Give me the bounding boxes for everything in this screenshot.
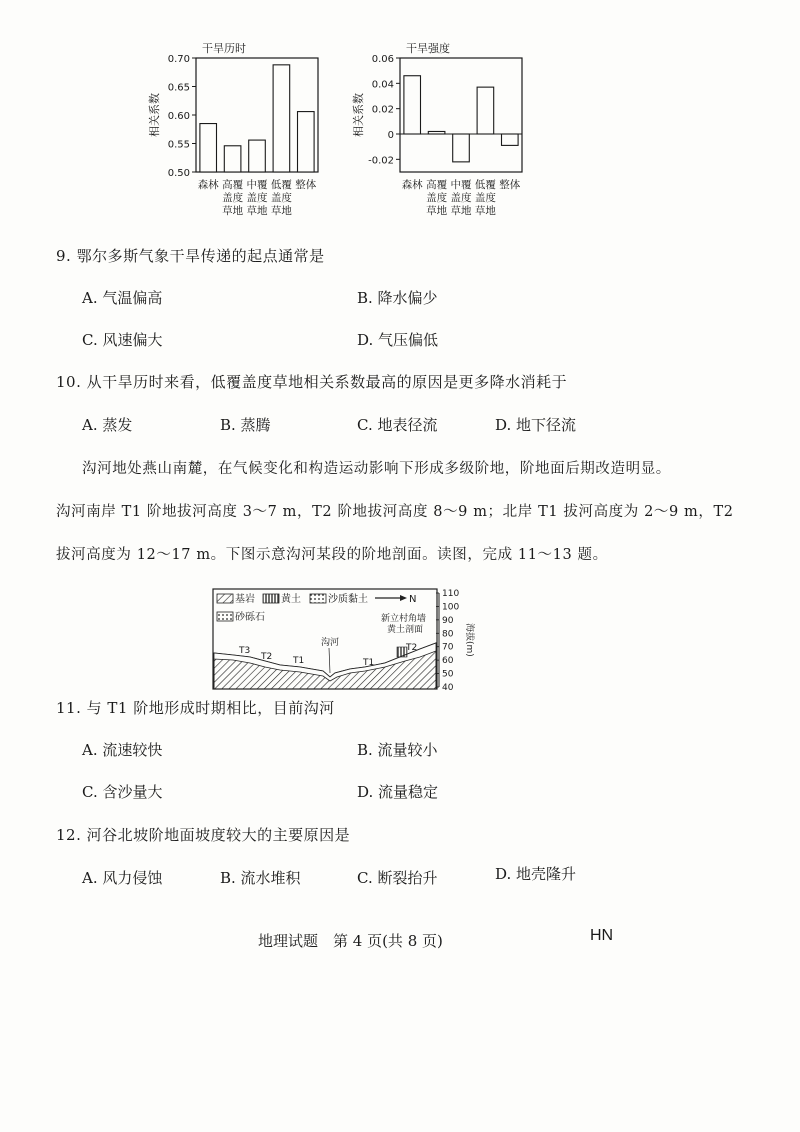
- question-12-option-a[interactable]: A. 风力侵蚀: [82, 869, 163, 887]
- intensity-ytick-label: 0.04: [371, 79, 394, 91]
- duration-bar: [200, 124, 217, 172]
- passage-line-2: 沟河南岸 T1 阶地拔河高度 3～7 m，T2 阶地拔河高度 8～9 m；北岸 T1 拔河高度为 2～9 m，T2: [56, 504, 734, 520]
- question-10-stem: 10. 从干旱历时来看，低覆盖度草地相关系数最高的原因是更多降水消耗于: [56, 373, 568, 391]
- paper-code: HN: [590, 927, 614, 944]
- duration-xtick-label: 整体: [295, 179, 317, 191]
- label-t1-left: T1: [293, 656, 305, 666]
- intensity-ytick-label: 0: [387, 130, 394, 141]
- intensity-xtick-label: 森林: [401, 179, 423, 191]
- intensity-bar: [453, 134, 470, 162]
- intensity-ytick-label: 0.02: [371, 104, 394, 116]
- label-river: 沟河: [321, 638, 340, 648]
- duration-xtick-label: 草地: [270, 205, 292, 217]
- intensity-xtick-label: 草地: [426, 205, 448, 217]
- label-t1-right: T1: [363, 658, 375, 668]
- duration-ytick-label: 0.70: [167, 54, 190, 65]
- question-11-option-d[interactable]: D. 流量稳定: [357, 783, 439, 801]
- label-t2-left: T2: [261, 652, 273, 662]
- duration-ytick-label: 0.50: [167, 168, 190, 179]
- intensity-bar: [477, 87, 494, 134]
- label-t3: T3: [239, 646, 251, 656]
- legend-bedrock-label: 基岩: [235, 594, 255, 605]
- question-12-option-b[interactable]: B. 流水堆积: [220, 869, 301, 887]
- question-10-option-d[interactable]: D. 地下径流: [495, 416, 577, 434]
- elevation-tick-label: 110: [442, 589, 460, 599]
- intensity-title: 干旱强度: [406, 42, 450, 55]
- elevation-tick-label: 80: [442, 629, 454, 640]
- question-9-stem: 9. 鄂尔多斯气象干旱传递的起点通常是: [56, 247, 325, 265]
- intensity-xtick-label: 高覆: [426, 179, 448, 191]
- intensity-xtick-label: 草地: [450, 205, 472, 217]
- question-11-option-a[interactable]: A. 流速较快: [82, 741, 163, 759]
- question-9-option-d[interactable]: D. 气压偏低: [357, 331, 439, 349]
- intensity-xtick-label: 低覆: [474, 179, 496, 191]
- question-11-option-b[interactable]: B. 流量较小: [357, 741, 438, 759]
- duration-xtick-label: 中覆: [246, 179, 268, 191]
- question-12-option-c[interactable]: C. 断裂抬升: [357, 869, 438, 887]
- question-9-option-c[interactable]: C. 风速偏大: [82, 331, 163, 349]
- elevation-tick-label: 70: [442, 642, 454, 653]
- intensity-bar: [502, 134, 519, 145]
- question-10-option-c[interactable]: C. 地表径流: [357, 416, 438, 434]
- passage-line-3: 拔河高度为 12～17 m。下图示意沟河某段的阶地剖面。读图，完成 11～13 题。: [56, 547, 608, 563]
- question-9-option-b[interactable]: B. 降水偏少: [357, 289, 438, 307]
- duration-bar: [249, 140, 266, 172]
- question-12-stem: 12. 河谷北坡阶地面坡度较大的主要原因是: [56, 826, 351, 844]
- duration-xtick-label: 草地: [246, 205, 268, 217]
- bar-charts: [0, 0, 800, 240]
- duration-xtick-label: 盖度: [246, 192, 268, 204]
- intensity-xtick-label: 整体: [499, 179, 521, 191]
- chart-drought-intensity: [351, 41, 522, 217]
- chart-drought-duration: [147, 41, 318, 217]
- north-arrow-head: [400, 595, 407, 601]
- duration-xtick-label: 草地: [222, 205, 244, 217]
- elevation-tick-label: 100: [442, 602, 460, 613]
- duration-xtick-label: 低覆: [270, 179, 292, 191]
- question-9-option-a[interactable]: A. 气温偏高: [82, 289, 163, 307]
- intensity-bar: [428, 131, 445, 134]
- intensity-bar: [404, 76, 421, 134]
- elevation-tick-label: 60: [442, 656, 454, 667]
- passage-line-1: 沟河地处燕山南麓，在气候变化和构造运动影响下形成多级阶地，阶地面后期改造明显。: [82, 461, 671, 477]
- intensity-ytick-label: 0.06: [371, 54, 394, 65]
- duration-ylabel: 相关系数: [148, 93, 161, 137]
- legend-loess-label: 黄土: [281, 594, 301, 605]
- duration-xtick-label: 森林: [197, 179, 219, 191]
- elevation-axis: [436, 589, 459, 693]
- river-pointer: [329, 648, 330, 673]
- intensity-ylabel: 相关系数: [352, 93, 365, 137]
- label-village-line-1: 新立村角墙: [381, 614, 427, 624]
- page-footer: 地理试题 第 4 页(共 8 页): [258, 932, 443, 950]
- duration-xtick-label: 盖度: [270, 192, 292, 204]
- intensity-xtick-label: 盖度: [474, 192, 496, 204]
- label-t2-right: T2: [406, 643, 418, 653]
- question-11-stem: 11. 与 T1 阶地形成时期相比，目前沟河: [56, 699, 335, 717]
- question-12-option-d[interactable]: D. 地壳隆升: [495, 865, 577, 883]
- elevation-tick-label: 40: [442, 683, 454, 693]
- legend-sandy-clay-label: 沙质黏土: [328, 594, 368, 605]
- intensity-xtick-label: 草地: [474, 205, 496, 217]
- duration-bar: [298, 112, 315, 172]
- legend-loess-swatch: [263, 594, 279, 603]
- legend-bedrock-swatch: [217, 594, 233, 603]
- duration-bar: [273, 65, 290, 172]
- duration-xtick-label: 高覆: [222, 179, 244, 191]
- duration-ytick-label: 0.60: [167, 111, 190, 122]
- legend-gravel-swatch: [217, 612, 233, 621]
- question-10-option-b[interactable]: B. 蒸腾: [220, 416, 271, 434]
- terrace-profile-figure: [205, 585, 485, 695]
- label-village-line-2: 黄土剖面: [387, 625, 424, 635]
- legend-sandy-clay-swatch: [310, 594, 326, 603]
- question-11-option-c[interactable]: C. 含沙量大: [82, 783, 163, 801]
- north-label: N: [409, 594, 417, 605]
- duration-ytick-label: 0.65: [167, 82, 190, 94]
- duration-ytick-label: 0.55: [167, 139, 190, 151]
- question-10-option-a[interactable]: A. 蒸发: [82, 416, 133, 434]
- elevation-tick-label: 90: [442, 615, 454, 626]
- duration-xtick-label: 盖度: [222, 192, 244, 204]
- elevation-axis-title: 海拔(m): [464, 623, 474, 657]
- duration-bar: [224, 146, 241, 172]
- intensity-xtick-label: 盖度: [450, 192, 472, 204]
- intensity-xtick-label: 中覆: [450, 179, 472, 191]
- elevation-tick-label: 50: [442, 669, 454, 680]
- intensity-ytick-label: -0.02: [368, 155, 394, 167]
- intensity-xtick-label: 盖度: [426, 192, 448, 204]
- duration-title: 干旱历时: [202, 42, 246, 55]
- legend-gravel-label: 砂砾石: [235, 612, 265, 623]
